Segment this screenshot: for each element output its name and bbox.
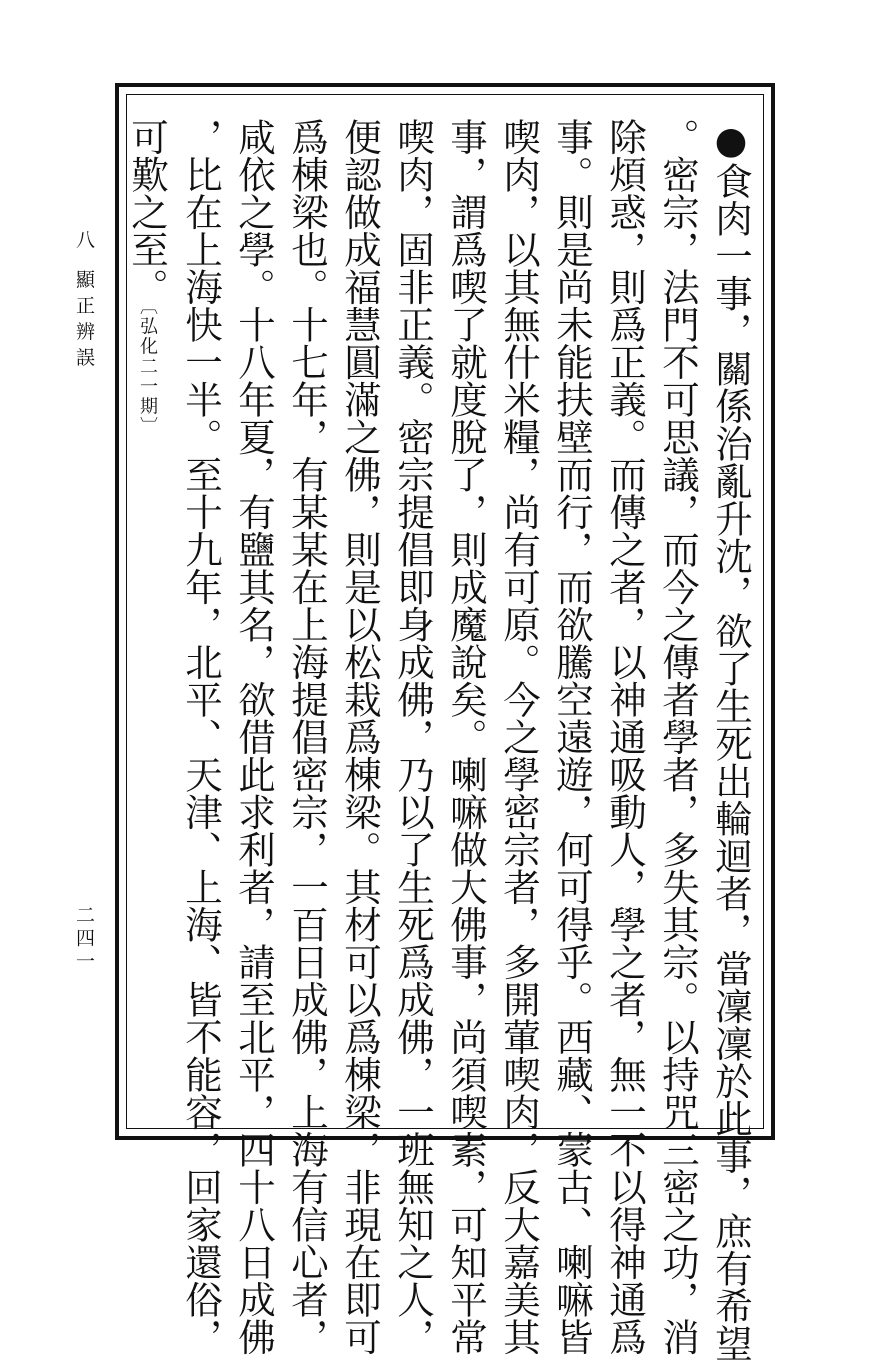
text-column	[492, 118, 545, 1356]
text-column	[651, 118, 704, 1356]
text-line: 事，謂爲喫了就度脫了，則成魔說矣。喇嘛做大佛事，尚須喫素，可知平常	[444, 118, 488, 1356]
text-column	[280, 118, 333, 1356]
text-column	[704, 118, 757, 1362]
text-column	[227, 118, 280, 1356]
text-column	[120, 118, 174, 1118]
text-body	[125, 118, 757, 1362]
text-line: ，比在上海快一半。至十九年，北平、天津、上海、皆不能容，回家還俗，	[179, 118, 223, 1356]
text-column	[174, 118, 227, 1356]
text-line: 喫肉，固非正義。密宗提倡即身成佛，乃以了生死爲成佛，一班無知之人，	[391, 118, 435, 1356]
text-column	[439, 118, 492, 1356]
page-number: 二四一	[73, 905, 95, 974]
text-line: 爲棟梁也。十七年，有某某在上海提倡密宗，一百日成佛，上海有信心者，	[285, 118, 329, 1356]
text-line: 除煩惑，則爲正義。而傳之者，以神通吸動人，學之者，無一不以得神通爲	[603, 118, 647, 1356]
text-line: 事。則是尚未能扶壁而行，而欲騰空遠遊，何可得乎。西藏、蒙古、喇嘛皆	[550, 118, 594, 1356]
text-line: 喫肉，以其無什米糧，尚有可原。今之學密宗者，多開葷喫肉，反大嘉美其	[497, 118, 541, 1356]
running-head-title: 八 顯正辨誤	[73, 230, 95, 374]
text-line: 可歎之至。	[125, 118, 169, 306]
text-line: 。密宗，法門不可思議，而今之傳者學者，多失其宗。以持咒三密之功，消	[656, 118, 700, 1356]
source-note: 〔弘化二一期〕	[137, 305, 158, 437]
text-column	[386, 118, 439, 1356]
text-line: 食肉一事，關係治亂升沈，欲了生死出輪迴者，當凜凜於此事，庶有希望	[709, 162, 753, 1362]
text-line: 便認做成福慧圓滿之佛，則是以松栽爲棟梁。其材可以爲棟梁，非現在即可	[338, 118, 382, 1356]
text-column	[545, 118, 598, 1356]
text-column	[333, 118, 386, 1356]
bullet-mark: ●	[709, 118, 753, 162]
text-line: 咸依之學。十八年夏，有鹽其名，欲借此求利者，請至北平，四十八日成佛	[232, 118, 276, 1356]
text-column	[598, 118, 651, 1356]
